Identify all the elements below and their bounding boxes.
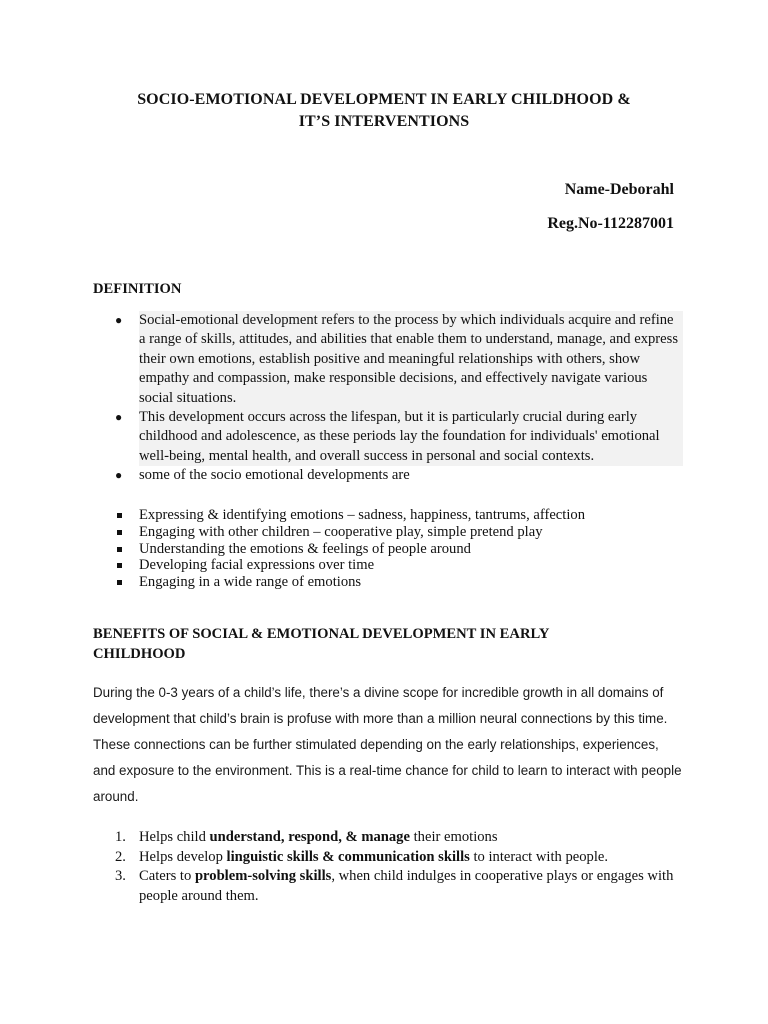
bullet-icon: ●	[115, 468, 123, 483]
list-item	[93, 466, 683, 485]
square-bullet-icon	[117, 513, 122, 518]
title-line-1: SOCIO-EMOTIONAL DEVELOPMENT IN EARLY CHILDHOOD &	[137, 91, 631, 108]
benefits-heading-line-2: CHILDHOOD	[93, 646, 186, 662]
square-bullet-icon	[117, 580, 122, 585]
definition-heading: DEFINITION	[93, 281, 182, 297]
square-bullet-icon	[117, 563, 122, 568]
bullet-text: Engaging with other children – cooperative play, simple pretend play	[139, 523, 543, 540]
bullet-text: Expressing & identifying emotions – sadness, happiness, tantrums, affection	[139, 507, 585, 523]
bullet-text: Understanding the emotions & feelings of people around	[139, 540, 471, 557]
item-number: 1.	[115, 829, 126, 845]
item-text-post: their emotions	[409, 829, 498, 845]
document-title	[60, 89, 708, 133]
square-bullet-icon	[117, 547, 122, 552]
author-name: Name-Deborahl	[564, 181, 674, 198]
emotional-developments-list	[93, 507, 683, 591]
item-text-post: , when child indulges in cooperative plays or engages with people around them.	[139, 868, 674, 904]
list-item	[93, 574, 683, 591]
list-item	[93, 867, 683, 906]
bullet-text: Developing facial expressions over time	[139, 557, 375, 574]
list-item	[93, 828, 683, 848]
bullet-text: Engaging in a wide range of emotions	[139, 574, 362, 591]
item-number: 3.	[115, 868, 126, 884]
square-bullet-icon	[117, 530, 122, 535]
bullet-icon: ●	[115, 313, 123, 327]
bullet-icon: ●	[115, 410, 123, 425]
item-number: 2.	[115, 848, 126, 865]
list-item	[93, 408, 683, 466]
definition-bullet-list	[93, 311, 683, 486]
item-text-bold: understand, respond, & manage	[209, 829, 410, 845]
item-text-pre: Helps child	[139, 829, 210, 845]
bullet-text: This development occurs across the lifespan, but it is particularly crucial during early childhood and adolescence, as these periods lay the foundation for individuals' emotional well-being, mental health, and overall success in personal and social contexts.	[139, 409, 660, 464]
list-item	[93, 848, 683, 868]
item-text-bold: problem-solving skills	[194, 868, 332, 884]
benefits-heading	[93, 624, 683, 664]
list-item	[93, 507, 683, 524]
bullet-text: some of the socio emotional developments are	[139, 467, 410, 484]
benefits-paragraph: During the 0-3 years of a child’s life, there’s a divine scope for incredible growth in all domains of development that child’s brain is profuse with more than a million neural connections by this time. These connections can be further stimulated depending on the early relationships, experiences, and exposure to the environment. This is a real-time chance for child to learn to interact with people around.	[93, 685, 682, 804]
benefits-numbered-list	[93, 828, 683, 906]
item-text-pre: Helps develop	[139, 848, 227, 865]
list-item	[93, 557, 683, 574]
list-item	[93, 311, 683, 408]
benefits-heading-line-1: BENEFITS OF SOCIAL & EMOTIONAL DEVELOPMENT IN EARLY	[93, 626, 550, 642]
item-text-post: to interact with people.	[469, 848, 609, 865]
item-text-pre: Caters to	[139, 868, 195, 884]
registration-number: Reg.No-112287001	[547, 215, 674, 232]
bullet-text: Social-emotional development refers to the process by which individuals acquire and refine a range of skills, attitudes, and abilities that enable them to understand, manage, and express their own emotions, establish positive and meaningful relationships with others, show empathy and compassion, make responsible decisions, and effectively navigate various social situations.	[139, 312, 678, 406]
list-item	[93, 524, 683, 541]
title-line-2: IT’S INTERVENTIONS	[298, 113, 470, 130]
item-text-bold: linguistic skills & communication skills	[226, 848, 470, 865]
list-item	[93, 541, 683, 558]
